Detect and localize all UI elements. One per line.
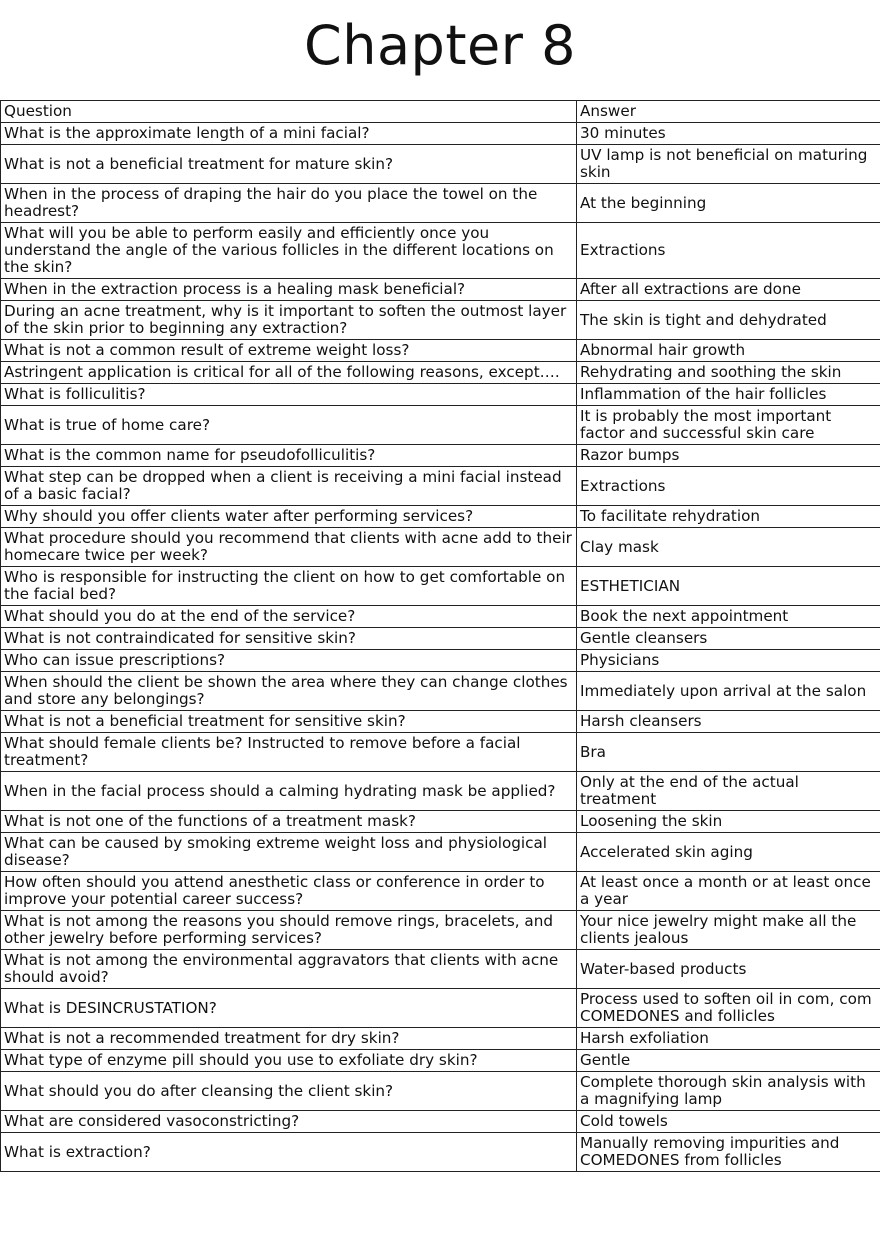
table-row (1, 145, 880, 184)
answer-cell: Process used to soften oil in com, com COMEDONES and follicles (577, 989, 880, 1028)
question-cell: When in the process of draping the hair do you place the towel on the headrest? (1, 184, 577, 223)
question-cell: During an acne treatment, why is it important to soften the outmost layer of the skin prior to beginning any extraction? (1, 301, 577, 340)
answer-cell: Book the next appointment (577, 606, 880, 628)
question-cell: What is not among the environmental aggravators that clients with acne should avoid? (1, 950, 577, 989)
question-cell: What will you be able to perform easily and efficiently once you understand the angle of the various follicles in the different locations on the skin? (1, 223, 577, 279)
table-row (1, 628, 880, 650)
question-cell: What is extraction? (1, 1133, 577, 1172)
table-row (1, 772, 880, 811)
answer-cell: 30 minutes (577, 123, 880, 145)
answer-cell: At the beginning (577, 184, 880, 223)
question-cell: What are considered vasoconstricting? (1, 1111, 577, 1133)
page-title: Chapter 8 (304, 14, 576, 77)
question-cell: What is the common name for pseudofolliculitis? (1, 445, 577, 467)
table-row (1, 672, 880, 711)
answer-cell: Razor bumps (577, 445, 880, 467)
question-cell: What type of enzyme pill should you use to exfoliate dry skin? (1, 1050, 577, 1072)
table-row (1, 406, 880, 445)
answer-cell: Immediately upon arrival at the salon (577, 672, 880, 711)
answer-cell: Inflammation of the hair follicles (577, 384, 880, 406)
question-cell: What is not among the reasons you should remove rings, bracelets, and other jewelry before performing services? (1, 911, 577, 950)
table-row (1, 567, 880, 606)
question-cell: What is not a beneficial treatment for mature skin? (1, 145, 577, 184)
table-row (1, 833, 880, 872)
question-cell: What should you do after cleansing the client skin? (1, 1072, 577, 1111)
answer-cell: Bra (577, 733, 880, 772)
answer-cell: Extractions (577, 223, 880, 279)
question-cell: What is folliculitis? (1, 384, 577, 406)
question-cell: What can be caused by smoking extreme weight loss and physiological disease? (1, 833, 577, 872)
table-row (1, 811, 880, 833)
table-row (1, 989, 880, 1028)
answer-cell: Gentle (577, 1050, 880, 1072)
question-cell: What procedure should you recommend that clients with acne add to their homecare twice per week? (1, 528, 577, 567)
question-cell: Astringent application is critical for all of the following reasons, except…. (1, 362, 577, 384)
table-row (1, 1072, 880, 1111)
table-row (1, 711, 880, 733)
table-body (1, 123, 880, 1172)
table-row (1, 606, 880, 628)
question-cell: When in the facial process should a calming hydrating mask be applied? (1, 772, 577, 811)
table-row (1, 1050, 880, 1072)
answer-cell: Abnormal hair growth (577, 340, 880, 362)
table-header-row (1, 101, 880, 123)
answer-cell: Cold towels (577, 1111, 880, 1133)
table-row (1, 123, 880, 145)
answer-cell: At least once a month or at least once a year (577, 872, 880, 911)
table-row (1, 1133, 880, 1172)
question-cell: What is not a common result of extreme weight loss? (1, 340, 577, 362)
answer-cell: Rehydrating and soothing the skin (577, 362, 880, 384)
answer-cell: Complete thorough skin analysis with a magnifying lamp (577, 1072, 880, 1111)
answer-cell: ESTHETICIAN (577, 567, 880, 606)
table-row (1, 362, 880, 384)
table-row (1, 528, 880, 567)
question-cell: What is true of home care? (1, 406, 577, 445)
table-row (1, 301, 880, 340)
question-cell: How often should you attend anesthetic class or conference in order to improve your potential career success? (1, 872, 577, 911)
answer-cell: Harsh cleansers (577, 711, 880, 733)
table-row (1, 384, 880, 406)
question-cell: Why should you offer clients water after performing services? (1, 506, 577, 528)
table-row (1, 279, 880, 301)
answer-cell: Manually removing impurities and COMEDONES from follicles (577, 1133, 880, 1172)
question-cell: What is not one of the functions of a treatment mask? (1, 811, 577, 833)
answer-cell: Water-based products (577, 950, 880, 989)
answer-cell: Extractions (577, 467, 880, 506)
table-row (1, 650, 880, 672)
table-row (1, 872, 880, 911)
table-row (1, 223, 880, 279)
answer-cell: To facilitate rehydration (577, 506, 880, 528)
answer-cell: Your nice jewelry might make all the clients jealous (577, 911, 880, 950)
table-row (1, 506, 880, 528)
question-column-header: Question (1, 101, 577, 123)
question-cell: Who can issue prescriptions? (1, 650, 577, 672)
question-cell: What is not a recommended treatment for dry skin? (1, 1028, 577, 1050)
table-row (1, 911, 880, 950)
answer-column-header: Answer (577, 101, 880, 123)
question-cell: What should you do at the end of the service? (1, 606, 577, 628)
answer-cell: Accelerated skin aging (577, 833, 880, 872)
answer-cell: Gentle cleansers (577, 628, 880, 650)
table-row (1, 184, 880, 223)
table-row (1, 950, 880, 989)
question-cell: What is DESINCRUSTATION? (1, 989, 577, 1028)
question-cell: What is not contraindicated for sensitive skin? (1, 628, 577, 650)
question-cell: What is the approximate length of a mini facial? (1, 123, 577, 145)
question-cell: When in the extraction process is a healing mask beneficial? (1, 279, 577, 301)
qa-table (0, 100, 880, 1172)
question-cell: What is not a beneficial treatment for sensitive skin? (1, 711, 577, 733)
question-cell: Who is responsible for instructing the client on how to get comfortable on the facial bed? (1, 567, 577, 606)
answer-cell: Harsh exfoliation (577, 1028, 880, 1050)
question-cell: What step can be dropped when a client is receiving a mini facial instead of a basic facial? (1, 467, 577, 506)
answer-cell: The skin is tight and dehydrated (577, 301, 880, 340)
table-row (1, 467, 880, 506)
table-row (1, 340, 880, 362)
question-cell: What should female clients be? Instructed to remove before a facial treatment? (1, 733, 577, 772)
table-row (1, 445, 880, 467)
answer-cell: Only at the end of the actual treatment (577, 772, 880, 811)
answer-cell: Physicians (577, 650, 880, 672)
answer-cell: UV lamp is not beneficial on maturing skin (577, 145, 880, 184)
table-row (1, 1111, 880, 1133)
table-row (1, 1028, 880, 1050)
question-cell: When should the client be shown the area where they can change clothes and store any belongings? (1, 672, 577, 711)
table-row (1, 733, 880, 772)
answer-cell: After all extractions are done (577, 279, 880, 301)
answer-cell: It is probably the most important factor and successful skin care (577, 406, 880, 445)
answer-cell: Loosening the skin (577, 811, 880, 833)
answer-cell: Clay mask (577, 528, 880, 567)
